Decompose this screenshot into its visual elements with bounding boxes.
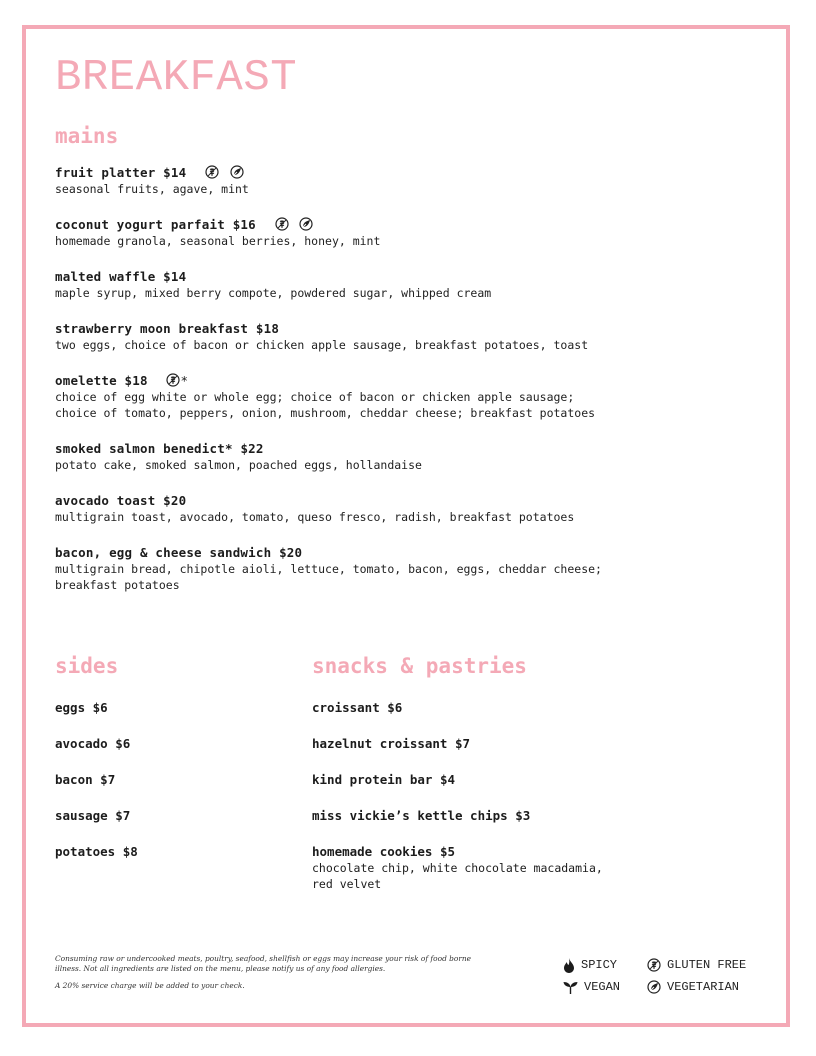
item-name: eggs [55, 700, 86, 715]
item-description: multigrain toast, avocado, tomato, queso fresco, radish, breakfast potatoes [55, 510, 575, 524]
menu-item [55, 268, 755, 301]
legend-vegetarian-label: VEGETARIAN [667, 980, 740, 994]
item-description: seasonal fruits, agave, mint [55, 182, 249, 196]
item-price: $20 [279, 545, 303, 560]
snack-item [312, 699, 752, 716]
vegetarian-leaf-icon [230, 165, 244, 179]
item-price: $20 [163, 493, 187, 508]
vegetarian-leaf-icon [647, 980, 661, 994]
item-name: bacon [55, 772, 93, 787]
item-price: $14 [163, 269, 187, 284]
item-price: $22 [240, 441, 264, 456]
item-price: $18 [124, 373, 148, 388]
menu-item [55, 164, 755, 197]
item-name: croissant [312, 700, 380, 715]
item-description: homemade granola, seasonal berries, honey, mint [55, 234, 381, 248]
menu-item [55, 492, 755, 525]
item-name: sausage [55, 808, 108, 823]
snack-item [312, 843, 752, 892]
gluten-free-icon [166, 373, 180, 387]
gluten-free-icon [647, 958, 661, 972]
snacks-heading: snacks & pastries [312, 654, 527, 678]
item-price: $16 [232, 217, 256, 232]
menu-item [55, 544, 755, 593]
item-description: two eggs, choice of bacon or chicken apple sausage, breakfast potatoes, toast [55, 338, 589, 352]
item-name: fruit platter [55, 165, 156, 180]
item-name: omelette [55, 373, 117, 388]
sides-heading: sides [55, 654, 119, 678]
item-price: $6 [115, 736, 131, 751]
item-description: maple syrup, mixed berry compote, powdered sugar, whipped cream [55, 286, 492, 300]
gluten-free-icon [275, 217, 289, 231]
item-price: $14 [163, 165, 187, 180]
item-price: $6 [387, 700, 403, 715]
item-price: $7 [115, 808, 131, 823]
disclaimer [55, 954, 475, 998]
item-name: smoked salmon benedict* [55, 441, 233, 456]
dietary-legend [563, 954, 773, 998]
legend-spicy-label: SPICY [581, 958, 618, 972]
item-price: $4 [439, 772, 456, 787]
menu-item [55, 216, 755, 249]
gluten-free-asterisk: * [180, 373, 189, 388]
mains-heading: mains [55, 124, 119, 148]
legend-gluten-free [647, 958, 746, 972]
service-charge-notice: A 20% service charge will be added to your check. [55, 981, 245, 990]
snacks-list [312, 699, 752, 911]
item-description: chocolate chip, white chocolate macadamia, red velvet [312, 861, 603, 891]
mains-list [55, 164, 755, 612]
gluten-free-icon [205, 165, 219, 179]
item-price: $6 [92, 700, 108, 715]
item-name: avocado [55, 736, 108, 751]
sprout-icon [563, 981, 578, 994]
item-name: malted waffle [55, 269, 156, 284]
vegetarian-leaf-icon [299, 217, 313, 231]
item-name: coconut yogurt parfait [55, 217, 225, 232]
item-name: homemade cookies [312, 844, 433, 859]
item-name: hazelnut croissant [312, 736, 448, 751]
item-price: $7 [455, 736, 471, 751]
item-name: miss vickie’s kettle chips [312, 808, 508, 823]
legend-vegan [563, 980, 647, 994]
item-price: $5 [439, 844, 456, 859]
item-name: avocado toast [55, 493, 156, 508]
snack-item [312, 807, 752, 824]
snack-item [312, 735, 752, 752]
item-description: potato cake, smoked salmon, poached eggs, hollandaise [55, 458, 422, 472]
legend-vegan-label: VEGAN [584, 980, 621, 994]
menu-item [55, 440, 755, 473]
item-name: bacon, egg & cheese sandwich [55, 545, 272, 560]
page-title: BREAKFAST [55, 53, 298, 103]
menu-item [55, 372, 755, 421]
item-price: $7 [100, 772, 116, 787]
legend-vegetarian [647, 980, 739, 994]
item-description: multigrain bread, chipotle aioli, lettuce, tomato, bacon, eggs, cheddar cheese; breakfast potatoes [55, 562, 602, 592]
legend-spicy [563, 958, 647, 973]
flame-icon [563, 958, 575, 973]
item-price: $18 [255, 321, 280, 336]
item-description: choice of egg white or whole egg; choice of bacon or chicken apple sausage; choice of tomato, peppers, onion, mushroom, cheddar cheese; breakfast potatoes [55, 390, 596, 420]
snack-item [312, 771, 752, 788]
item-name: potatoes [55, 844, 116, 859]
menu-item [55, 320, 755, 353]
allergy-notice: Consuming raw or undercooked meats, poultry, seafood, shellfish or eggs may increase your risk of food borne illness. Not all ingredients are listed on the menu, please notify us of any food allergies. [55, 954, 471, 973]
item-name: kind protein bar [312, 772, 433, 787]
item-name: strawberry moon breakfast [55, 321, 249, 336]
item-price: $8 [122, 844, 138, 859]
item-price: $3 [515, 808, 531, 823]
legend-gluten-free-label: GLUTEN FREE [667, 958, 747, 972]
